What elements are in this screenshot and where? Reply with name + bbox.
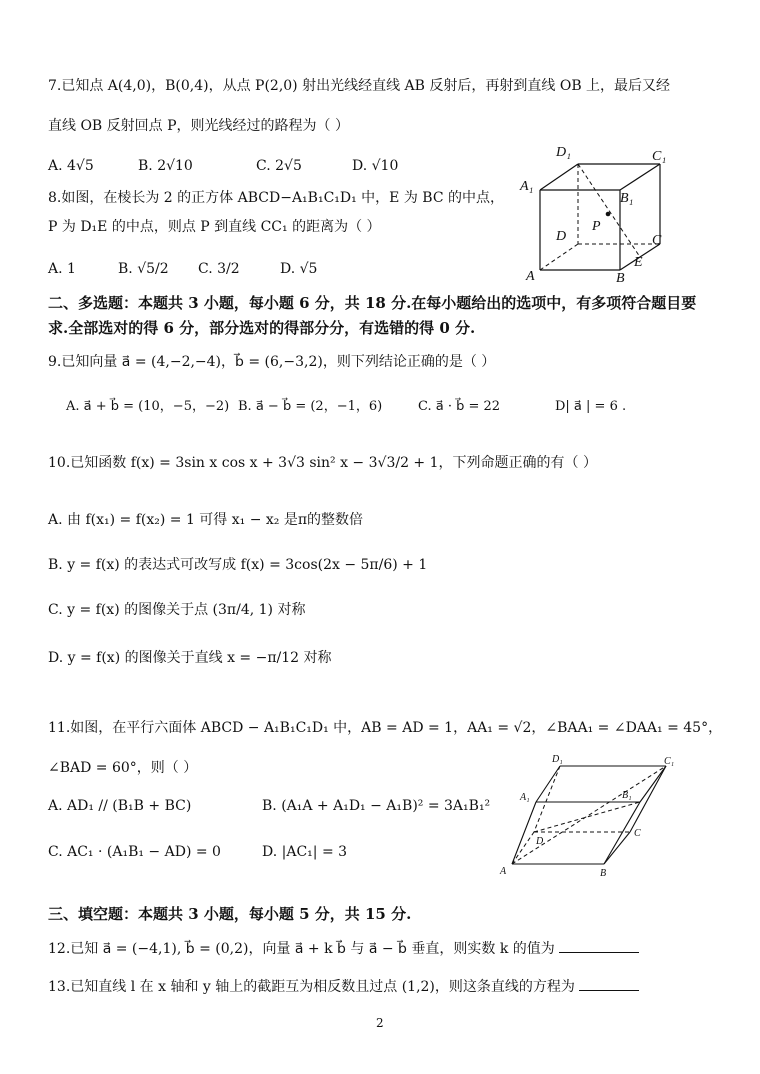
para-label-a1: A₁ (520, 792, 530, 803)
q13-answer-blank[interactable] (579, 976, 639, 991)
q11-stem-line1: 11.如图，在平行六面体 ABCD − A₁B₁C₁D₁ 中，AB = AD = 1，AA₁ = √2，∠BAA₁ = ∠DAA₁ = 45°， (48, 720, 723, 736)
cube-label-b: B (616, 271, 625, 286)
q9-option-c: C. a⃗ · b⃗ = 22 (418, 399, 501, 414)
q8-option-c: C. 3/2 (198, 261, 240, 277)
q11-stem-line2: ∠BAD = 60°，则（ ） (48, 760, 198, 776)
q8-option-b: B. √5/2 (118, 261, 169, 277)
q13-line (48, 976, 639, 997)
q11-option-b: B. (A₁A + A₁D₁ − A₁B)² = 3A₁B₁² (262, 798, 491, 814)
cube-label-p: P (592, 219, 601, 234)
q11-option-a: A. AD₁ // (B₁B + BC) (48, 798, 192, 814)
q8-option-d: D. √5 (280, 261, 318, 277)
q12-stem: 12.已知 a⃗ = (−4,1), b⃗ = (0,2)，向量 a⃗ + k b⃗ 与 a⃗ − b⃗ 垂直，则实数 k 的值为 (48, 941, 555, 957)
para-label-d: D (536, 836, 544, 847)
q10-option-b: B. y = f(x) 的表达式可改写成 f(x) = 3cos(2x − 5π/6) + 1 (48, 557, 428, 573)
cube-label-a1: A₁ (520, 179, 534, 194)
q9-option-a: A. a⃗ + b⃗ = (10，−5，−2) (66, 399, 230, 414)
q8-stem-line2: P 为 D₁E 的中点，则点 P 到直线 CC₁ 的距离为（ ） (48, 219, 381, 235)
section2-header-line2: 求.全部选对的得 6 分，部分选对的得部分分，有选错的得 0 分. (48, 319, 476, 337)
section2-header-line1: 二、多选题：本题共 3 小题，每小题 6 分，共 18 分.在每小题给出的选项中，有多项符合题目要 (48, 294, 697, 312)
cube-figure (510, 140, 710, 290)
para-label-b1: B₁ (622, 790, 632, 801)
para-label-b: B (600, 868, 607, 879)
q9-option-d: D| a⃗ | = 6 . (555, 399, 627, 414)
para-label-d1: D₁ (552, 754, 563, 765)
q8-option-a: A. 1 (48, 261, 76, 277)
q11-option-c: C. AC₁ · (A₁B₁ − AD) = 0 (48, 844, 221, 860)
q12-line (48, 938, 639, 959)
para-label-c: C (634, 828, 641, 839)
para-label-c1: C₁ (664, 756, 675, 767)
cube-label-d: D (556, 229, 567, 244)
q10-option-d: D. y = f(x) 的图像关于直线 x = −π/12 对称 (48, 650, 332, 666)
q7-stem-line1: 7.已知点 A(4,0)，B(0,4)，从点 P(2,0) 射出光线经直线 AB 反射后，再射到直线 OB 上，最后又经 (48, 78, 671, 94)
q7-option-c: C. 2√5 (256, 158, 302, 174)
cube-label-e: E (634, 255, 643, 270)
q8-stem-line1: 8.如图，在棱长为 2 的正方体 ABCD−A₁B₁C₁D₁ 中，E 为 BC 的中点， (48, 190, 505, 206)
cube-label-c1: C₁ (652, 149, 667, 164)
parallelepiped-figure (490, 752, 690, 882)
para-label-a: A (500, 866, 507, 877)
q11-option-d: D. |AC₁| = 3 (262, 844, 348, 860)
cube-label-d1: D₁ (556, 145, 571, 160)
q7-stem-line2: 直线 OB 反射回点 P，则光线经过的路程为（ ） (48, 118, 349, 134)
cube-label-b1: B₁ (620, 191, 634, 206)
q12-answer-blank[interactable] (559, 938, 639, 953)
q10-stem: 10.已知函数 f(x) = 3sin x cos x + 3√3 sin² x − 3√3/2 + 1，下列命题正确的有（ ） (48, 455, 597, 471)
q7-option-d: D. √10 (352, 158, 399, 174)
cube-label-a: A (526, 269, 535, 284)
q13-stem: 13.已知直线 l 在 x 轴和 y 轴上的截距互为相反数且过点 (1,2)，则这条直线的方程为 (48, 979, 575, 995)
q9-option-b: B. a⃗ − b⃗ = (2，−1，6) (238, 399, 383, 414)
q10-option-c: C. y = f(x) 的图像关于点 (3π/4, 1) 对称 (48, 602, 306, 618)
page-number: 2 (376, 1016, 384, 1030)
q7-option-a: A. 4√5 (48, 158, 94, 174)
section3-header: 三、填空题：本题共 3 小题，每小题 5 分，共 15 分. (48, 905, 412, 923)
q9-stem: 9.已知向量 a⃗ = (4,−2,−4)，b⃗ = (6,−3,2)，则下列结论正确的是（ ） (48, 354, 496, 370)
q10-option-a: A. 由 f(x₁) = f(x₂) = 1 可得 x₁ − x₂ 是π的整数倍 (48, 512, 364, 528)
cube-label-c: C (652, 233, 662, 248)
q7-option-b: B. 2√10 (138, 158, 193, 174)
